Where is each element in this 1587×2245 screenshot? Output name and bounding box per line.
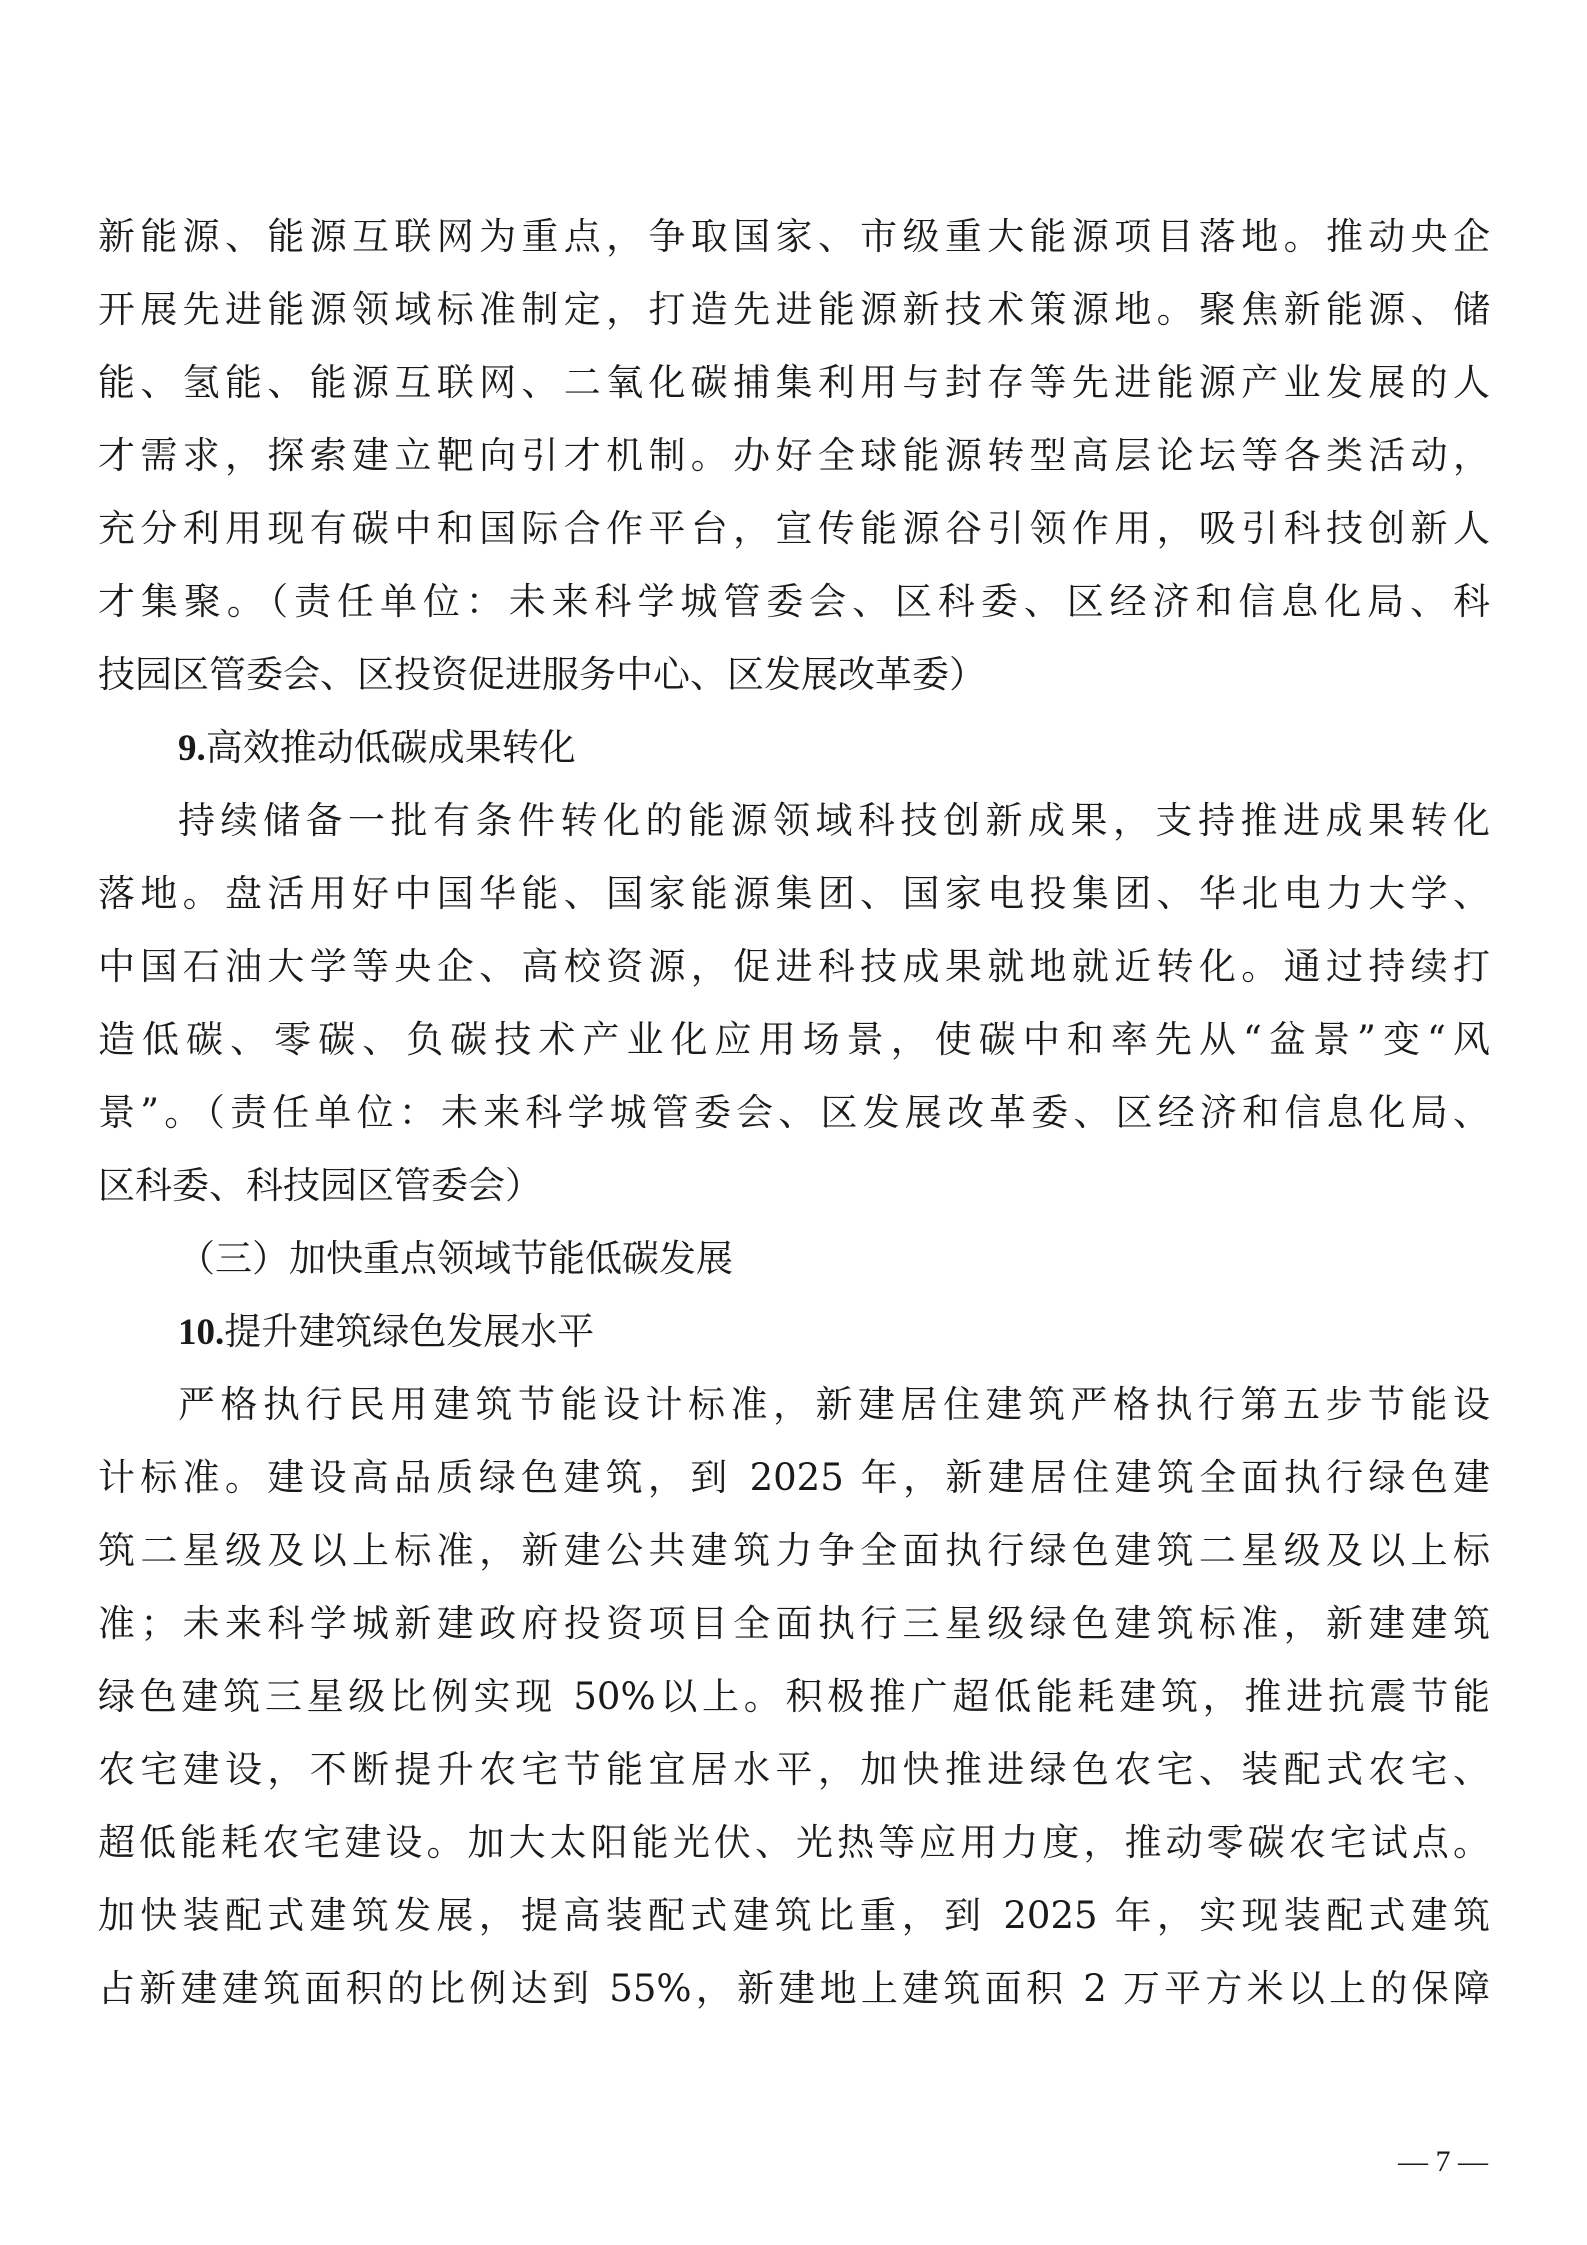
heading-text: 提升建筑绿色发展水平 [224,1310,595,1353]
heading-text: 高效推动低碳成果转化 [205,726,576,769]
document-body [98,200,1490,2025]
heading-number: 10. [178,1312,225,1353]
text-line: 超低能耗农宅建设。加大太阳能光伏、光热等应用力度，推动零碳农宅试点。 [98,1821,1490,1864]
heading-number: 9. [178,728,206,769]
text-line: 持续储备一批有条件转化的能源领域科技创新成果，支持推进成果转化 [178,799,1490,842]
text-line: 筑二星级及以上标准，新建公共建筑力争全面执行绿色建筑二星级及以上标 [98,1529,1490,1572]
text-line: 严格执行民用建筑节能设计标准，新建居住建筑严格执行第五步节能设 [178,1383,1490,1426]
text-line: 中国石油大学等央企、高校资源，促进科技成果就地就近转化。通过持续打 [98,945,1490,988]
text-line: 充分利用现有碳中和国际合作平台，宣传能源谷引领作用，吸引科技创新人 [98,507,1490,550]
text-line: 景”。（责任单位：未来科学城管委会、区发展改革委、区经济和信息化局、 [98,1091,1490,1134]
heading-item-10 [98,1295,1490,1368]
text-line: 加快装配式建筑发展，提高装配式建筑比重，到 2025 年，实现装配式建筑 [98,1894,1490,1937]
text-line: 绿色建筑三星级比例实现 50%以上。积极推广超低能耗建筑，推进抗震节能 [98,1675,1490,1718]
text-line: 造低碳、零碳、负碳技术产业化应用场景，使碳中和率先从“盆景”变“风 [98,1018,1490,1061]
text-line: 能、氢能、能源互联网、二氧化碳捕集利用与封存等先进能源产业发展的人 [98,361,1490,404]
text-line: 占新建建筑面积的比例达到 55%，新建地上建筑面积 2 万平方米以上的保障 [98,1967,1490,2010]
paragraph-energy-projects [98,200,1490,711]
text-line: 才集聚。（责任单位：未来科学城管委会、区科委、区经济和信息化局、科 [98,580,1490,623]
text-line: 区科委、科技园区管委会） [98,1164,542,1207]
text-line: 农宅建设，不断提升农宅节能宜居水平，加快推进绿色农宅、装配式农宅、 [98,1748,1490,1791]
paragraph-low-carbon-results [98,784,1490,1222]
text-line: 计标准。建设高品质绿色建筑，到 2025 年，新建居住建筑全面执行绿色建 [98,1456,1490,1499]
text-line: 准；未来科学城新建政府投资项目全面执行三星级绿色建筑标准，新建建筑 [98,1602,1490,1645]
heading-item-9 [98,711,1490,784]
paragraph-green-buildings [98,1368,1490,2025]
text-line: 新能源、能源互联网为重点，争取国家、市级重大能源项目落地。推动央企 [98,215,1490,258]
text-line: 技园区管委会、区投资促进服务中心、区发展改革委） [98,653,986,696]
section-heading-3: （三）加快重点领域节能低碳发展 [178,1237,733,1280]
page-number: — 7 — [1398,2145,1488,2178]
text-line: 才需求，探索建立靶向引才机制。办好全球能源转型高层论坛等各类活动， [98,434,1490,477]
text-line: 落地。盘活用好中国华能、国家能源集团、国家电投集团、华北电力大学、 [98,872,1490,915]
text-line: 开展先进能源领域标准制定，打造先进能源新技术策源地。聚焦新能源、储 [98,288,1490,331]
